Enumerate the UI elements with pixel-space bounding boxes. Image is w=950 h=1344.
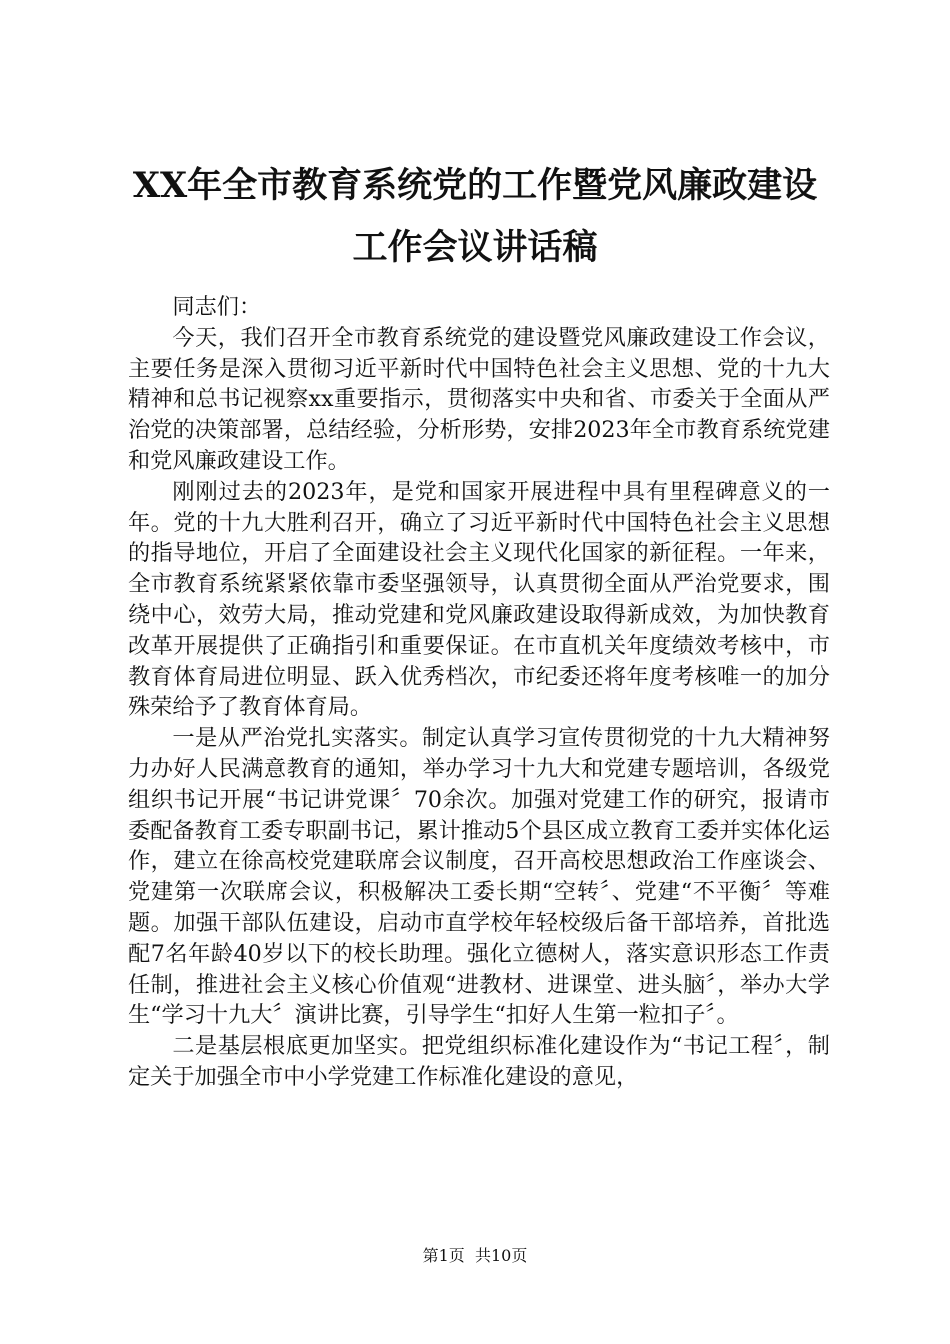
body-paragraph: 一是从严治党扎实落实。制定认真学习宣传贯彻党的十九大精神努力办好人民满意教育的通知，举办学习十九大和党建专题培训，各级党组织书记开展“书记讲党课〞70余次。加强对党建工作的研究，报请市委配备教育工委专职副书记，累计推动5个县区成立教育工委并实体化运作，建立在徐高校党建联席会议制度，召开高校思想政治工作座谈会、党建第一次联席会议，积极解决工委长期“空转〞、党建“不平衡〞等难题。加强干部队伍建设，启动市直学校年轻校级后备干部培养，首批选配7名年龄40岁以下的校长助理。强化立德树人，落实意识形态工作责任制，推进社会主义核心价值观“进教材、进课堂、进头脑〞，举办大学生“学习十九大〞演讲比赛，引导学生“扣好人生第一粒扣子〞。 (128, 725, 830, 1029)
body-paragraph: 刚刚过去的2023年，是党和国家开展进程中具有里程碑意义的一年。党的十九大胜利召开，确立了习近平新时代中国特色社会主义思想的指导地位，开启了全面建设社会主义现代化国家的新征程。一年来，全市教育系统紧紧依靠市委坚强领导，认真贯彻全面从严治党要求，围绕中心，效劳大局，推动党建和党风廉政建设取得新成效，为加快教育改革开展提供了正确指引和重要保证。在市直机关年度绩效考核中，市教育体育局进位明显、跃入优秀档次，市纪委还将年度考核唯一的加分殊荣给予了教育体育局。 (128, 478, 830, 721)
document-title-line-1: XX年全市教育系统党的工作暨党风廉政建设 (132, 165, 818, 206)
page-total: 共10页 (474, 1246, 528, 1265)
document-title-line-2: 工作会议讲话稿 (352, 227, 598, 268)
salutation-paragraph: 同志们： (172, 294, 262, 320)
body-paragraph: 二是基层根底更加坚实。把党组织标准化建设作为“书记工程〞，制定关于加强全市中小学党建工作标准化建设的意见， (128, 1033, 830, 1090)
page-footer (0, 1243, 950, 1266)
page-number: 第1页 (422, 1246, 465, 1265)
document-body (128, 292, 830, 1093)
body-paragraph: 今天，我们召开全市教育系统党的建设暨党风廉政建设工作会议，主要任务是深入贯彻习近平新时代中国特色社会主义思想、党的十九大精神和总书记视察xx重要指示，贯彻落实中央和省、市委关于全面从严治党的决策部署，总结经验，分析形势，安排2023年全市教育系统党建和党风廉政建设工作。 (128, 324, 830, 474)
